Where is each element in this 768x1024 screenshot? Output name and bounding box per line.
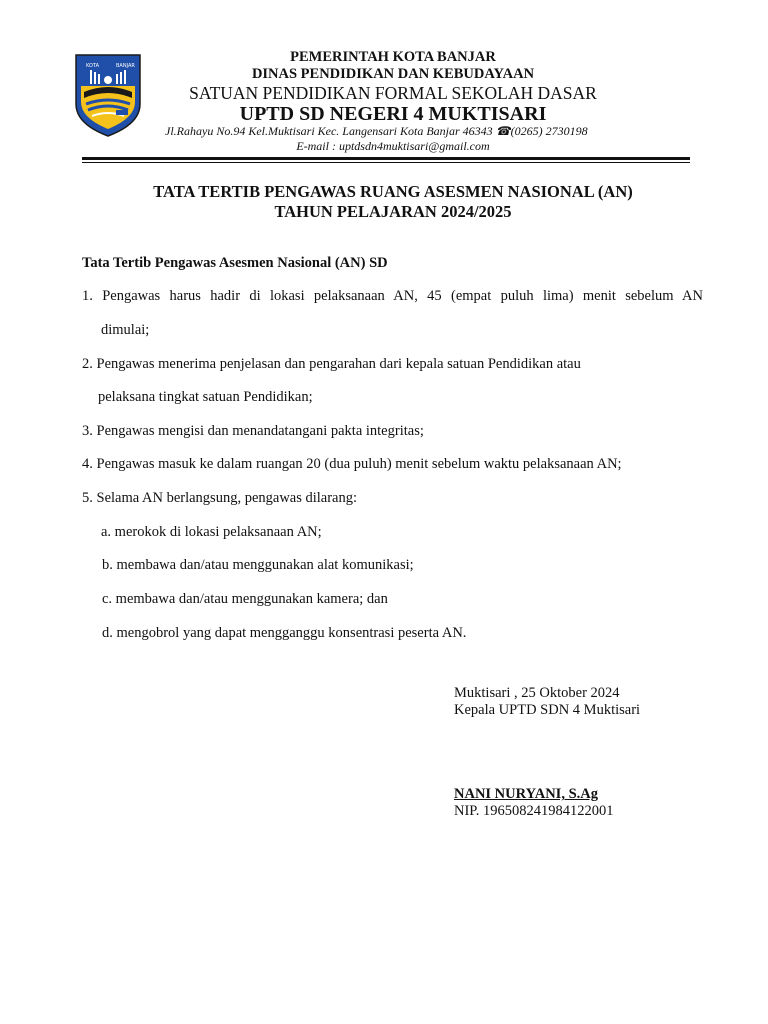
letterhead-rule-thin [82, 162, 690, 163]
letterhead-email: E-mail : uptdsdn4muktisari@gmail.com [296, 139, 490, 153]
letterhead-address: Jl.Rahayu No.94 Kel.Muktisari Kec. Langensari Kota Banjar 46343 ☎(0265) 2730198 [165, 124, 588, 138]
signature-nip: NIP. 196508241984122001 [454, 803, 614, 819]
rule-1-line-1: 1. Pengawas harus hadir di lokasi pelaksanaan AN, 45 (empat puluh lima) menit sebelum AN [82, 288, 703, 304]
letterhead-rule-thick [82, 157, 690, 160]
rule-5c: c. membawa dan/atau menggunakan kamera; dan [102, 591, 388, 607]
logo-text-kota: KOTA [86, 63, 100, 69]
letterhead-government: PEMERINTAH KOTA BANJAR [290, 49, 496, 65]
rule-5a: a. merokok di lokasi pelaksanaan AN; [101, 524, 322, 540]
signature-position: Kepala UPTD SDN 4 Muktisari [454, 702, 641, 718]
document-title: TATA TERTIB PENGAWAS RUANG ASESMEN NASIONAL (AN) [153, 182, 633, 201]
rule-2-line-2: pelaksana tingkat satuan Pendidikan; [98, 389, 313, 405]
logo-text-banjar: BANJAR [116, 63, 135, 69]
document-subtitle: TAHUN PELAJARAN 2024/2025 [274, 202, 512, 221]
rule-5: 5. Selama AN berlangsung, pengawas dilarang: [82, 490, 358, 506]
signature-place-date: Muktisari , 25 Oktober 2024 [454, 685, 620, 701]
letterhead-department: DINAS PENDIDIKAN DAN KEBUDAYAAN [251, 66, 535, 82]
rule-5d: d. mengobrol yang dapat mengganggu konsentrasi peserta AN. [102, 625, 467, 641]
rule-2-line-1: 2. Pengawas menerima penjelasan dan pengarahan dari kepala satuan Pendidikan atau [82, 356, 581, 372]
signature-name: NANI NURYANI, S.Ag [454, 786, 598, 802]
rule-3: 3. Pengawas mengisi dan menandatangani pakta integritas; [82, 423, 424, 439]
section-heading: Tata Tertib Pengawas Asesmen Nasional (AN) SD [82, 255, 388, 271]
rule-5b: b. membawa dan/atau menggunakan alat komunikasi; [102, 557, 414, 573]
rule-1-line-2: dimulai; [101, 322, 150, 338]
letterhead-school-name: UPTD SD NEGERI 4 MUKTISARI [239, 103, 547, 125]
kota-banjar-emblem-icon [72, 52, 144, 138]
letterhead-unit: SATUAN PENDIDIKAN FORMAL SEKOLAH DASAR [189, 83, 597, 103]
rule-4: 4. Pengawas masuk ke dalam ruangan 20 (dua puluh) menit sebelum waktu pelaksanaan AN; [82, 456, 622, 472]
